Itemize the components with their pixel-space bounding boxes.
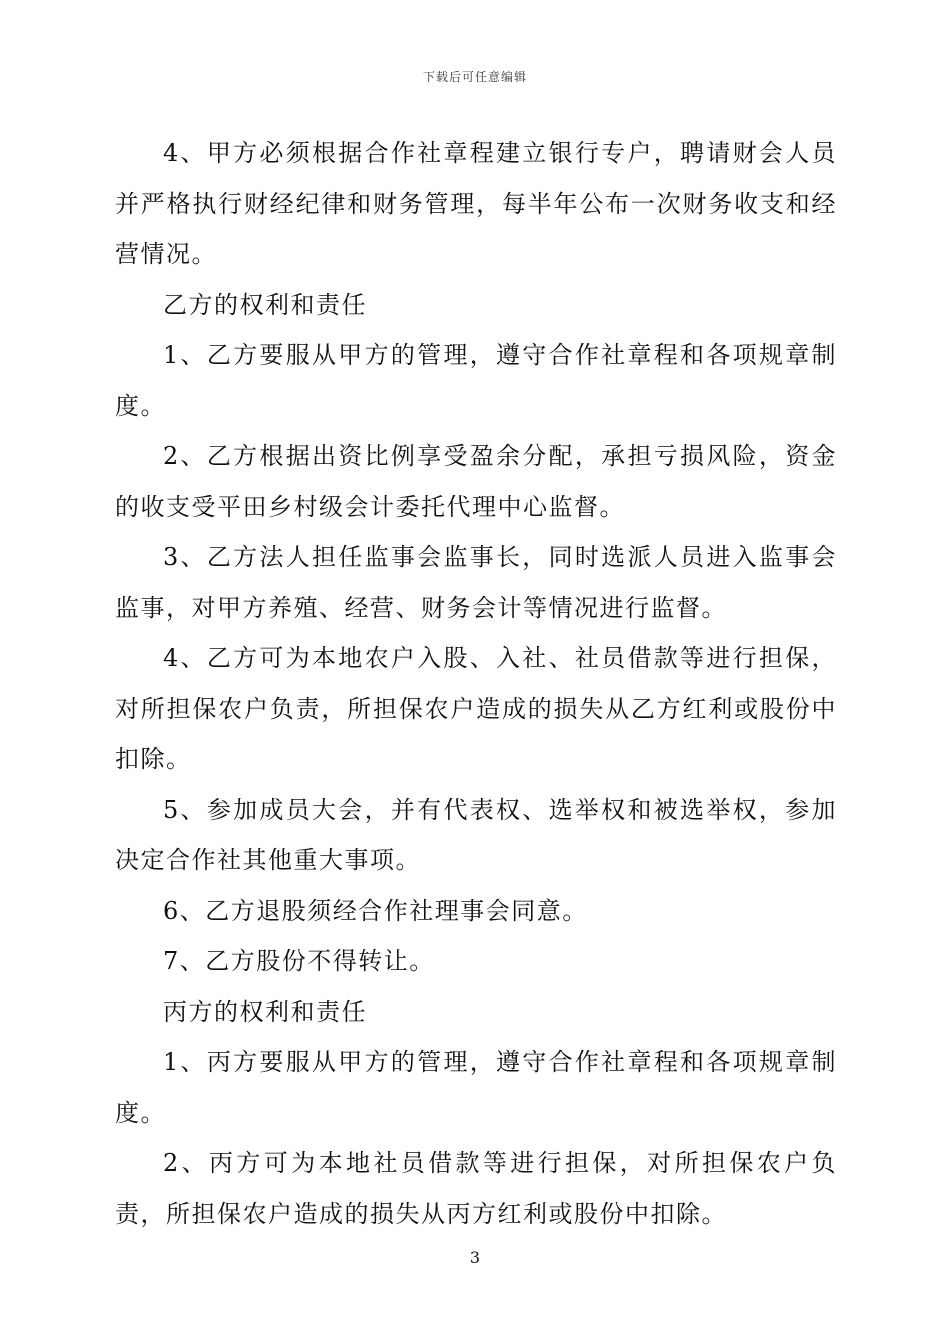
paragraph-jia-clause-4: 4、甲方必须根据合作社章程建立银行专户，聘请财会人员并严格执行财经纪律和财务管理，每半年公布一次财务收支和经营情况。 bbox=[115, 139, 837, 268]
paragraph-yi-clause-5: 5、参加成员大会，并有代表权、选举权和被选举权，参加决定合作社其他重大事项。 bbox=[115, 795, 837, 874]
section-heading-bing: 丙方的权利和责任 bbox=[163, 997, 367, 1026]
page-number: 3 bbox=[469, 1248, 481, 1267]
paragraph-bing-clause-1: 1、丙方要服从甲方的管理，遵守合作社章程和各项规章制度。 bbox=[115, 1048, 837, 1127]
paragraph-yi-clause-6: 6、乙方退股须经合作社理事会同意。 bbox=[163, 896, 588, 925]
section-heading-yi: 乙方的权利和责任 bbox=[163, 290, 367, 319]
paragraph-yi-clause-4: 4、乙方可为本地农户入股、入社、社员借款等进行担保，对所担保农户负责，所担保农户造成的损失从乙方红利或股份中扣除。 bbox=[115, 644, 837, 773]
paragraph-yi-clause-3: 3、乙方法人担任监事会监事长，同时选派人员进入监事会监事，对甲方养殖、经营、财务会计等情况进行监督。 bbox=[115, 543, 837, 622]
paragraph-yi-clause-2: 2、乙方根据出资比例享受盈余分配，承担亏损风险，资金的收支受平田乡村级会计委托代理中心监督。 bbox=[115, 442, 837, 521]
paragraph-yi-clause-1: 1、乙方要服从甲方的管理，遵守合作社章程和各项规章制度。 bbox=[115, 341, 837, 420]
header-note: 下载后可任意编辑 bbox=[422, 70, 527, 84]
document-body bbox=[115, 128, 837, 1239]
paragraph-yi-clause-7: 7、乙方股份不得转让。 bbox=[163, 947, 435, 975]
paragraph-bing-clause-2: 2、丙方可为本地社员借款等进行担保，对所担保农户负责，所担保农户造成的损失从丙方红利或股份中扣除。 bbox=[115, 1149, 837, 1228]
